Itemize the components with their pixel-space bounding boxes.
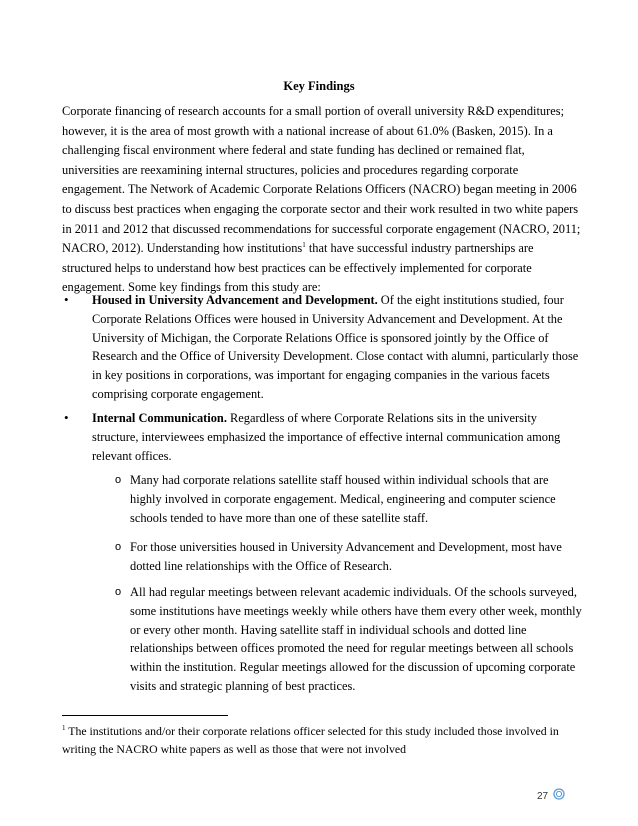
page-heading: Key Findings xyxy=(283,79,355,93)
bullet-marker: • xyxy=(64,292,69,307)
bullet-text: Regardless of where Corporate Relations sits in the university structure, interviewees emphasized the importance of effective internal communication among relevant offices. xyxy=(92,411,561,463)
intro-text-continued: that have successful industry partnerships are structured helps to understand how best practices can be effectively implemented for corporate engagement. Some key findings from this study are: xyxy=(62,241,534,295)
circle-ornament-icon xyxy=(553,788,565,800)
sub-bullet-marker: o xyxy=(115,586,122,598)
intro-paragraph xyxy=(62,102,582,298)
sub-bullet-text: All had regular meetings between relevant academic individuals. Of the schools surveyed, some institutions have meetings weekly while others have them every other week, monthly or every other month. Having satellite staff in individual schools and dotted line relationships between offices promoted the need for regular meetings between all schools within the institution. Regular meetings allowed for the discussion of upcoming corporate visits and strategic planning of best practices. xyxy=(130,585,582,693)
footnote xyxy=(62,723,582,758)
sub-bullet-item xyxy=(115,538,583,576)
bullet-title: Housed in University Advancement and Development. xyxy=(92,293,378,307)
page-number: 27 xyxy=(537,791,549,802)
sub-bullet-text: For those universities housed in University Advancement and Development, most have dotted line relationships with the Office of Research. xyxy=(130,540,562,573)
footnote-reference: 1 xyxy=(302,241,306,250)
footnote-separator xyxy=(62,715,228,716)
footnote-text: The institutions and/or their corporate relations officer selected for this study included those involved in writing the NACRO white papers as well as those that were not involved xyxy=(62,724,559,756)
sub-bullet-marker: o xyxy=(115,474,122,486)
bullet-title: Internal Communication. xyxy=(92,411,227,425)
bullet-marker: • xyxy=(64,410,69,425)
bullet-item xyxy=(62,291,582,404)
sub-bullet-item xyxy=(115,471,583,527)
sub-bullet-marker: o xyxy=(115,541,122,553)
bullet-item xyxy=(62,409,582,465)
intro-text: Corporate financing of research accounts for a small portion of overall university R&D expenditures; however, it is the area of most growth with a national increase of about 61.0% (Basken, 2015). In a challenging fiscal environment where federal and state funding has declined or remained flat, universities are reexamining internal structures, policies and procedures regarding corporate engagement. The Network of Academic Corporate Relations Officers (NACRO) began meeting in 2006 to discuss best practices when engaging the corporate sector and their work resulted in two white papers in 2011 and 2012 that discussed recommendations for successful corporate engagement (NACRO, 2011; NACRO, 2012). Understanding how institutions xyxy=(62,104,581,256)
bullet-text: Of the eight institutions studied, four Corporate Relations Offices were housed in University Advancement and Development. At the University of Michigan, the Corporate Relations Office is sponsored jointly by the Office of Research and the Office of University Development. Close contact with alumni, particularly those in key positions in corporations, was important for engaging companies in the various facets comprising corporate engagement. xyxy=(92,293,579,401)
footnote-marker: 1 xyxy=(62,724,66,732)
sub-bullet-text: Many had corporate relations satellite staff housed within individual schools that are highly involved in corporate engagement. Medical, engineering and computer science schools tended to have more than one of these satellite staff. xyxy=(130,473,556,525)
sub-bullet-item xyxy=(115,583,583,696)
